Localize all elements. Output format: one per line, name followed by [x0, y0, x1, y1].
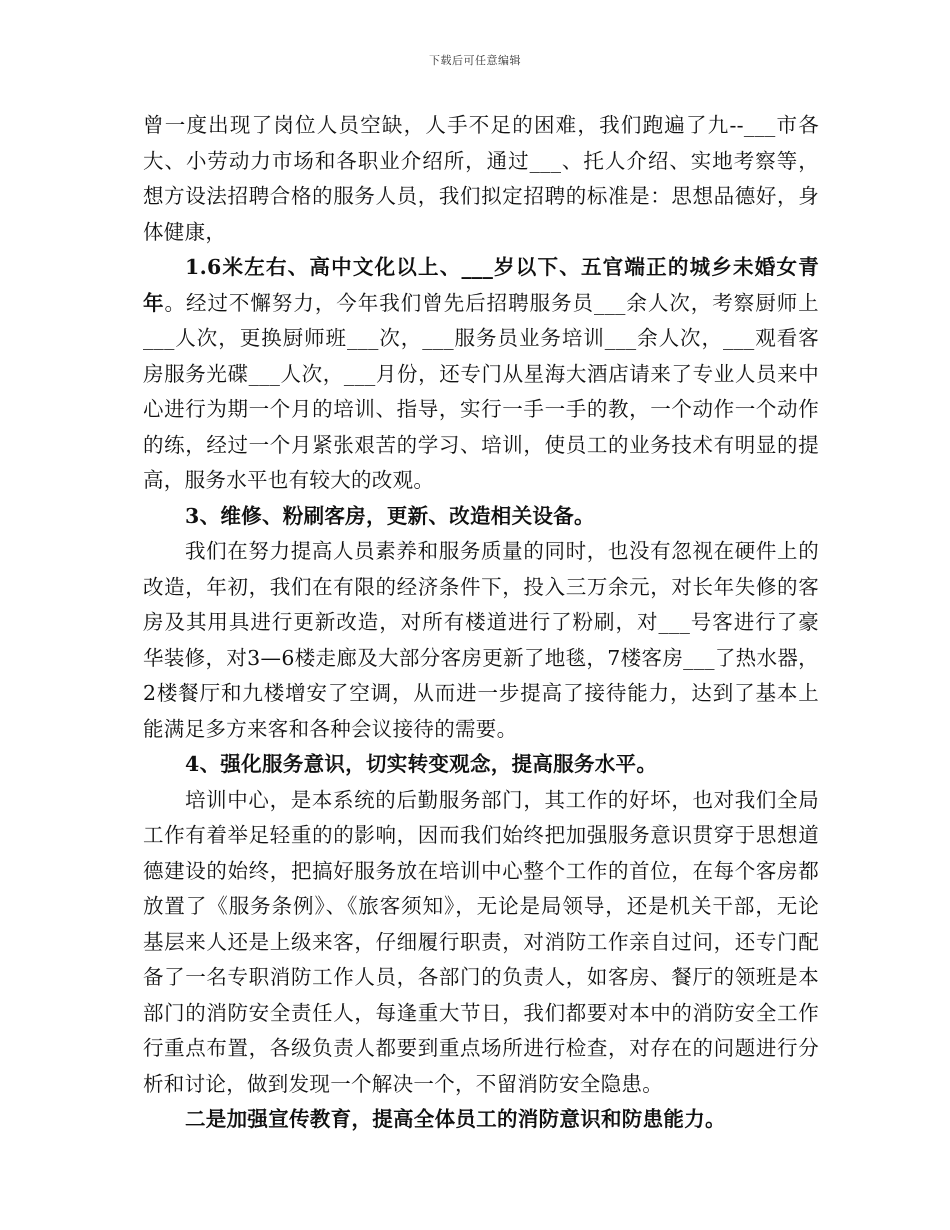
paragraph-bold-text: 1.6米左右、高中文化以上、___岁以下、五官端正的城乡未婚女青年 [143, 255, 819, 315]
document-body [143, 108, 819, 1138]
paragraph-recruitment-standards [143, 250, 819, 499]
paragraph-text: 曾一度出现了岗位人员空缺，人手不足的困难，我们跑遍了九--___市各大、小劳动力市场和各职业介绍所，通过___、托人介绍、实地考察等，想方设法招聘合格的服务人员，我们拟定招聘的标准是：思想品德好，身体健康， [143, 113, 819, 244]
paragraph-room-renovation [143, 534, 819, 747]
paragraph-service-awareness [143, 783, 819, 1103]
paragraph-recruitment-difficulty [143, 108, 819, 250]
section-heading-2: 二是加强宣传教育，提高全体员工的消防意识和防患能力。 [185, 1107, 726, 1131]
paragraph-text: 。经过不懈努力，今年我们曾先后招聘服务员___余人次，考察厨师上___人次，更换厨师班___次，___服务员业务培训___余人次，___观看客房服务光碟___人次，___月份，还专门从星海大酒店请来了专业人员来中心进行为期一个月的培训、指导，实行一手一手的教，一个动作一个动作的练，经过一个月紧张艰苦的学习、培训，使员工的业务技术有明显的提高，服务水平也有较大的改观。 [143, 290, 819, 492]
paragraph-text: 培训中心，是本系统的后勤服务部门，其工作的好坏，也对我们全局工作有着举足轻重的的影响，因而我们始终把加强服务意识贯穿于思想道德建设的始终，把搞好服务放在培训中心整个工作的首位，在每个客房都放置了《服务条例》、《旅客须知》，无论是局领导，还是机关干部，无论基层来人还是上级来客，仔细履行职责，对消防工作亲自过问，还专门配备了一名专职消防工作人员，各部门的负责人，如客房、餐厅的领班是本部门的消防安全责任人，每逢重大节日，我们都要对本中的消防安全工作行重点布置，各级负责人都要到重点场所进行检查，对存在的问题进行分析和讨论，做到发现一个解决一个，不留消防安全隐患。 [143, 787, 819, 1096]
page-header: 下载后可任意编辑 [429, 54, 521, 67]
section-heading-3: 3、维修、粉刷客房，更新、改造相关设备。 [185, 503, 595, 528]
section-heading-4: 4、强化服务意识，切实转变观念，提高服务水平。 [185, 752, 658, 776]
paragraph-text: 我们在努力提高人员素养和服务质量的同时，也没有忽视在硬件上的改造，年初，我们在有限的经济条件下，投入三万余元，对长年失修的客房及其用具进行更新改造，对所有楼道进行了粉刷，对___号客进行了豪华装修，对3—6楼走廊及大部分客房更新了地毯，7楼客房___了热水器，2楼餐厅和九楼增安了空调，从而进一步提高了接待能力，达到了基本上能满足多方来客和各种会议接待的需要。 [143, 539, 819, 741]
